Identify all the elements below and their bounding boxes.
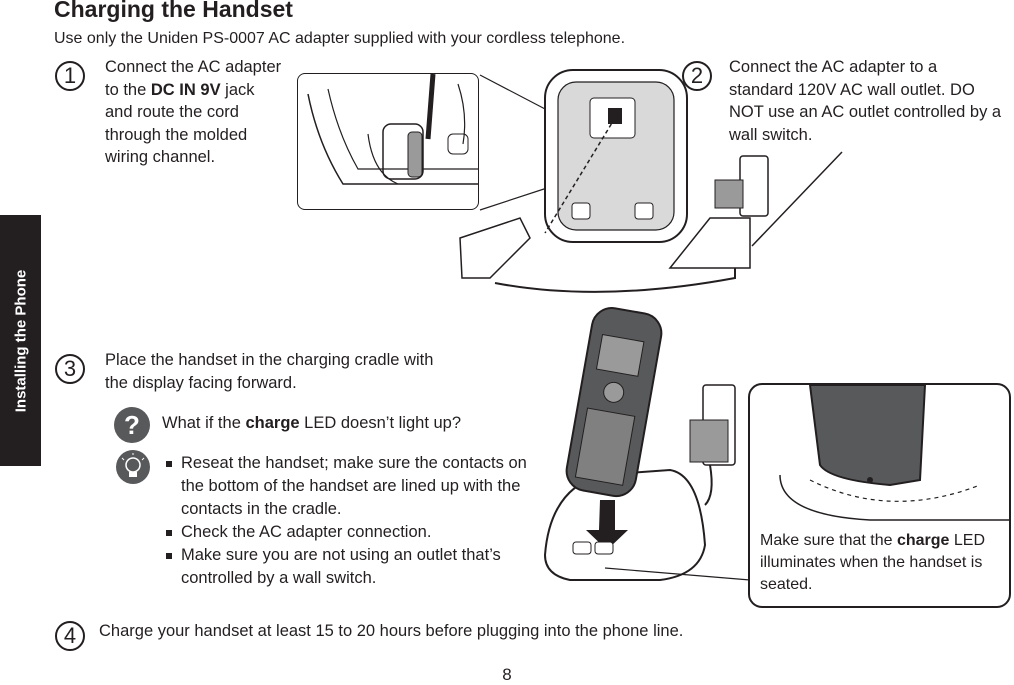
side-section-tab (0, 215, 41, 466)
step-1-number: 1 (55, 61, 85, 91)
question-mark-icon: ? (114, 407, 150, 443)
step-4-text: Charge your handset at least 15 to 20 hours before plugging into the phone line. (99, 622, 684, 640)
handset-cradle-illustration (540, 305, 755, 590)
step-3-number: 3 (55, 354, 85, 384)
page-number: 8 (502, 665, 512, 684)
lightbulb-icon (116, 450, 150, 484)
callout-text: Make sure that the charge LED illuminates when the handset is seated. (760, 532, 986, 593)
page-subtitle: Use only the Uniden PS-0007 AC adapter supplied with your cordless telephone. (54, 30, 626, 47)
troubleshoot-tips (164, 452, 554, 590)
step-4-number: 4 (55, 621, 85, 651)
step-3-text: Place the handset in the charging cradle with the display facing forward. (105, 351, 434, 392)
step-2-number: 2 (682, 61, 712, 91)
tip-item: Check the AC adapter connection. (164, 521, 554, 544)
tip-item: Make sure you are not using an outlet that’s controlled by a wall switch. (164, 544, 554, 590)
callout-leader-line (750, 150, 850, 250)
page-title: Charging the Handset (54, 0, 293, 22)
tip-item: Reseat the handset; make sure the contacts on the bottom of the handset are lined up with the contacts in the cradle. (164, 452, 554, 521)
troubleshoot-question: What if the charge LED doesn’t light up? (162, 414, 462, 432)
step-1-text: Connect the AC adapter to the DC IN 9V jack and route the cord through the molded wiring channel. (105, 58, 282, 166)
step-2-text: Connect the AC adapter to a standard 120V AC wall outlet. DO NOT use an AC outlet controlled by a wall switch. (729, 58, 1002, 144)
side-tab-label: Installing the Phone (12, 269, 29, 412)
base-adapter-illustration (450, 68, 770, 298)
charge-led-callout (748, 383, 1011, 608)
